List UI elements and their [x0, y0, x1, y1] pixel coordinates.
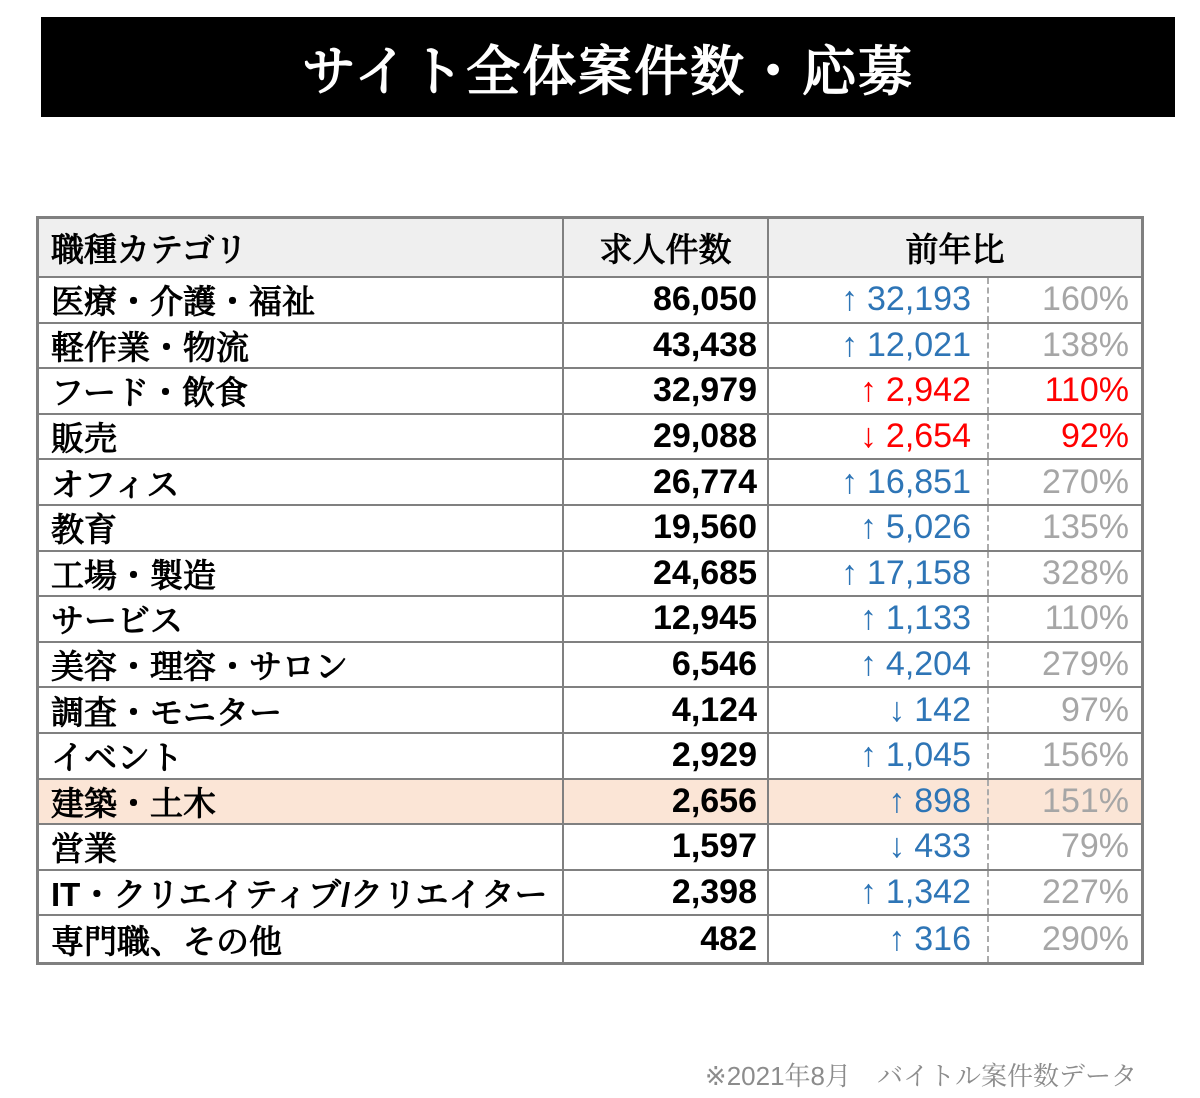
up-arrow-icon: ↑ [859, 508, 877, 547]
up-arrow-icon: ↑ [841, 280, 858, 319]
table-row [39, 415, 1141, 461]
page-title: サイト全体案件数・応募 [301, 41, 915, 102]
yoy-change-value: 2,942 [885, 371, 971, 410]
count-cell: 26,774 [564, 460, 769, 504]
col-header-count: 求人件数 [564, 219, 769, 276]
table-row [39, 916, 1141, 962]
table-row [39, 369, 1141, 415]
yoy-change-cell [769, 734, 989, 778]
category-cell: 専門職、その他 [39, 916, 564, 962]
yoy-change-cell [769, 324, 989, 368]
yoy-percent-cell: 160% [1042, 280, 1129, 319]
table-row [39, 825, 1141, 871]
yoy-percent-cell: 110% [1044, 599, 1129, 638]
yoy-change-cell [769, 597, 989, 641]
yoy-change-cell [769, 415, 989, 459]
yoy-change-cell [769, 871, 989, 915]
yoy-change-value: 316 [914, 919, 971, 958]
up-arrow-icon: ↑ [841, 553, 858, 592]
yoy-change-cell [769, 278, 989, 322]
up-arrow-icon: ↑ [859, 645, 877, 684]
yoy-change-value: 1,342 [885, 873, 971, 912]
yoy-change-value: 17,158 [867, 553, 971, 592]
yoy-change-value: 2,654 [885, 417, 971, 456]
col-header-yoy: 前年比 [905, 231, 1005, 268]
yoy-change-value: 5,026 [885, 508, 971, 547]
category-cell: 調査・モニター [39, 688, 564, 732]
category-cell: 工場・製造 [39, 552, 564, 596]
table-row [39, 597, 1141, 643]
table-row [39, 871, 1141, 917]
yoy-change-value: 16,851 [867, 462, 971, 501]
yoy-percent-cell: 279% [1042, 645, 1129, 684]
table-row [39, 460, 1141, 506]
up-arrow-icon: ↑ [841, 462, 858, 501]
yoy-change-cell [769, 369, 989, 413]
yoy-change-cell [769, 506, 989, 550]
count-cell: 24,685 [564, 552, 769, 596]
down-arrow-icon: ↓ [888, 690, 906, 729]
count-cell: 2,929 [564, 734, 769, 778]
yoy-change-cell [769, 688, 989, 732]
yoy-percent-cell: 92% [1060, 417, 1129, 456]
table-row [39, 552, 1141, 598]
yoy-change-cell [769, 460, 989, 504]
category-cell: 建築・土木 [39, 780, 564, 824]
count-cell: 19,560 [564, 506, 769, 550]
yoy-change-value: 433 [914, 827, 971, 866]
count-cell: 12,945 [564, 597, 769, 641]
yoy-percent-cell: 110% [1044, 371, 1129, 410]
category-cell: 営業 [39, 825, 564, 869]
yoy-change-cell [769, 916, 989, 962]
yoy-change-value: 1,133 [885, 599, 971, 638]
table-body [39, 278, 1141, 962]
category-cell: オフィス [39, 460, 564, 504]
yoy-change-value: 12,021 [867, 325, 971, 364]
table-row [39, 688, 1141, 734]
yoy-percent-cell: 328% [1042, 553, 1129, 592]
up-arrow-icon: ↑ [859, 371, 877, 410]
yoy-percent-cell: 290% [1042, 919, 1129, 958]
category-cell: イベント [39, 734, 564, 778]
category-cell: フード・飲食 [39, 369, 564, 413]
yoy-change-cell [769, 825, 989, 869]
count-cell: 86,050 [564, 278, 769, 322]
yoy-percent-cell: 156% [1042, 736, 1129, 775]
table-row [39, 324, 1141, 370]
yoy-percent-cell: 151% [1042, 781, 1129, 820]
category-cell: 軽作業・物流 [39, 324, 564, 368]
count-cell: 2,398 [564, 871, 769, 915]
category-cell: 医療・介護・福祉 [39, 278, 564, 322]
up-arrow-icon: ↑ [888, 919, 906, 958]
category-cell: サービス [39, 597, 564, 641]
yoy-percent-cell: 135% [1042, 508, 1129, 547]
category-cell: 販売 [39, 415, 564, 459]
category-cell: 美容・理容・サロン [39, 643, 564, 687]
count-cell: 4,124 [564, 688, 769, 732]
down-arrow-icon: ↓ [888, 827, 906, 866]
count-cell: 32,979 [564, 369, 769, 413]
yoy-percent-cell: 270% [1042, 462, 1129, 501]
count-cell: 2,656 [564, 780, 769, 824]
footnote: ※2021年8月 バイトル案件数データ [704, 1061, 1137, 1091]
up-arrow-icon: ↑ [859, 599, 877, 638]
table-row [39, 643, 1141, 689]
yoy-percent-cell: 79% [1060, 827, 1129, 866]
yoy-change-value: 4,204 [885, 645, 971, 684]
category-cell: IT・クリエイティブ/クリエイター [39, 871, 564, 915]
count-cell: 43,438 [564, 324, 769, 368]
count-cell: 1,597 [564, 825, 769, 869]
yoy-percent-cell: 97% [1060, 690, 1129, 729]
yoy-change-value: 32,193 [867, 280, 971, 319]
table-row [39, 734, 1141, 780]
yoy-change-value: 142 [914, 690, 971, 729]
yoy-percent-cell: 227% [1042, 873, 1129, 912]
up-arrow-icon: ↑ [888, 781, 906, 820]
jobs-table [36, 216, 1144, 965]
yoy-change-value: 1,045 [885, 736, 971, 775]
yoy-change-value: 898 [914, 781, 971, 820]
table-row [39, 780, 1141, 826]
yoy-percent-cell: 138% [1042, 325, 1129, 364]
title-banner [41, 17, 1175, 117]
count-cell: 482 [564, 916, 769, 962]
up-arrow-icon: ↑ [859, 873, 877, 912]
category-cell: 教育 [39, 506, 564, 550]
count-cell: 29,088 [564, 415, 769, 459]
col-header-category: 職種カテゴリ [39, 219, 564, 276]
table-row [39, 278, 1141, 324]
down-arrow-icon: ↓ [859, 417, 877, 456]
table-header-row [39, 219, 1141, 278]
yoy-change-cell [769, 552, 989, 596]
count-cell: 6,546 [564, 643, 769, 687]
yoy-change-cell [769, 780, 989, 824]
up-arrow-icon: ↑ [841, 325, 858, 364]
up-arrow-icon: ↑ [859, 736, 877, 775]
yoy-change-cell [769, 643, 989, 687]
table-row [39, 506, 1141, 552]
